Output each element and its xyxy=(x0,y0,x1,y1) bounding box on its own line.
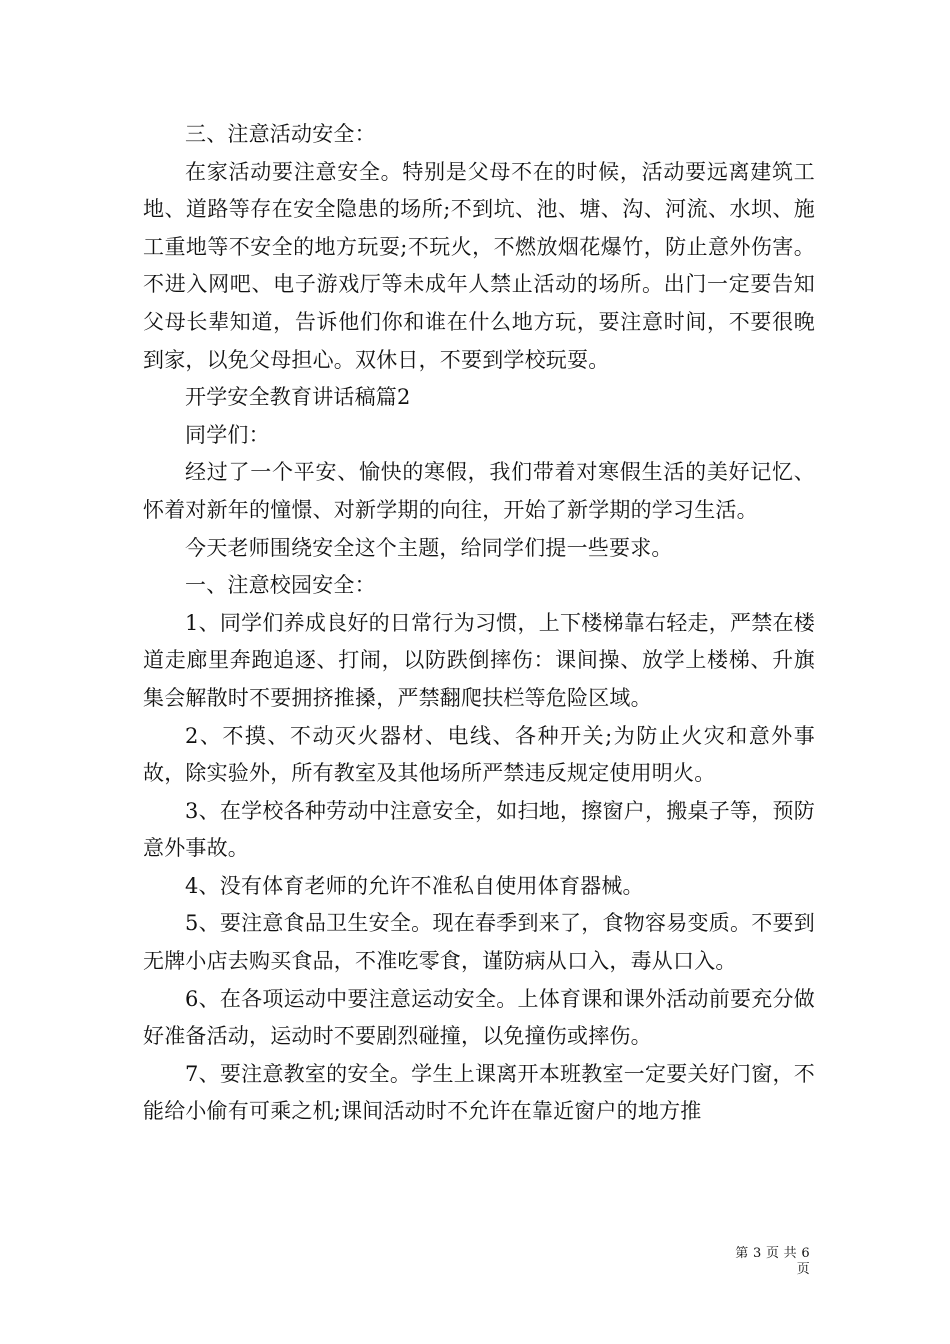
heading-campus-safety: 一、注意校园安全： xyxy=(185,573,376,598)
rule-item-2: 2、不摸、不动灭火器材、电线、各种开关;为防止火灾和意外事故，除实验外，所有教室及其他场所严禁违反规定使用明火。 xyxy=(143,723,815,786)
page-number: 第 3 页 共 6 页 xyxy=(735,1246,810,1277)
paragraph-topic: 今天老师围绕安全这个主题，给同学们提一些要求。 xyxy=(185,535,673,560)
rule-item-4: 4、没有体育老师的允许不准私自使用体育器械。 xyxy=(185,873,644,898)
heading-activity-safety: 三、注意活动安全： xyxy=(185,122,376,146)
rule-item-7: 7、要注意教室的安全。学生上课离开本班教室一定要关好门窗，不能给小偷有可乘之机;课间活动时不允许在靠近窗户的地方推 xyxy=(143,1061,815,1124)
paragraph-home-activity: 在家活动要注意安全。特别是父母不在的时候，活动要远离建筑工地、道路等存在安全隐患的场所;不到坑、池、塘、沟、河流、水坝、施工重地等不安全的地方玩耍;不玩火，不燃放烟花爆竹，防止意外伤害。不进入网吧、电子游戏厅等未成年人禁止活动的场所。出门一定要告知父母长辈知道，告诉他们你和谁在什么地方玩，要注意时间，不要很晚到家，以免父母担心。双休日，不要到学校玩耍。 xyxy=(143,159,815,372)
paragraph-intro: 经过了一个平安、愉快的寒假，我们带着对寒假生活的美好记忆、怀着对新年的憧憬、对新学期的向往，开始了新学期的学习生活。 xyxy=(143,460,815,522)
rule-item-1: 1、同学们养成良好的日常行为习惯，上下楼梯靠右轻走，严禁在楼道走廊里奔跑追逐、打闹，以防跌倒摔伤：课间操、放学上楼梯、升旗集会解散时不要拥挤推搡，严禁翻爬扶栏等危险区域。 xyxy=(143,610,815,710)
rule-item-5: 5、要注意食品卫生安全。现在春季到来了，食物容易变质。不要到无牌小店去购买食品，不准吃零食，谨防病从口入，毒从口入。 xyxy=(143,911,815,974)
rule-item-6: 6、在各项运动中要注意运动安全。上体育课和课外活动前要充分做好准备活动，运动时不要剧烈碰撞，以免撞伤或摔伤。 xyxy=(143,986,815,1049)
salutation: 同学们： xyxy=(185,422,270,447)
document-body xyxy=(143,116,815,1131)
rule-item-3: 3、在学校各种劳动中注意安全，如扫地，擦窗户，搬桌子等，预防意外事故。 xyxy=(143,798,815,861)
speech-title: 开学安全教育讲话稿篇2 xyxy=(185,385,411,410)
